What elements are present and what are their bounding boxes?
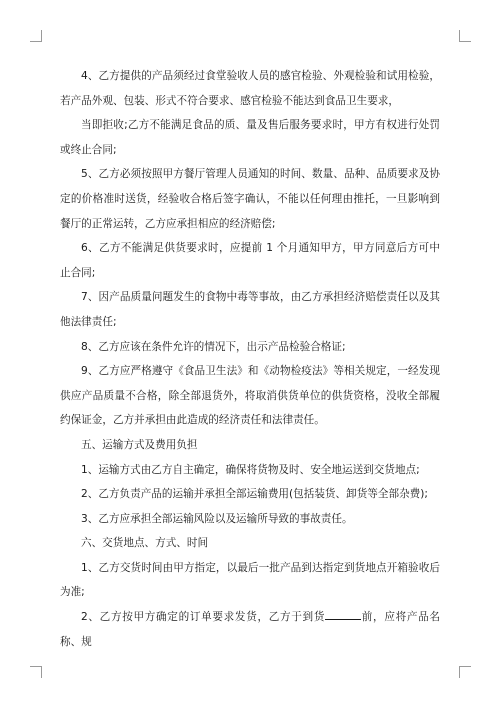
clause-4-continuation: 当即拒收;乙方不能满足食品的质、量及售后服务要求时，甲方有权进行处罚或终止合同; xyxy=(60,119,440,156)
clause-4-paragraph: 4、乙方提供的产品须经过食堂验收人员的感官检验、外观检验和试用检验，若产品外观、包装、形式不符合要求、感官检验不能达到食品卫生要求， xyxy=(60,70,440,107)
crop-mark-top-right xyxy=(459,30,471,42)
transport-clause-2: 2、乙方负责产品的运输并承担全部运输费用(包括装货、卸货等全部杂费); xyxy=(81,488,428,501)
delivery-clause-2 xyxy=(60,605,440,654)
section-5-heading: 五、运输方式及费用负担 xyxy=(81,438,198,451)
clause-5-paragraph: 5、乙方必须按照甲方餐厅管理人员通知的时间、数量、品种、品质要求及协定的价格准时送货，经验收合格后签字确认，不能以任何理由推托，一旦影响到餐厅的正常运转，乙方应承担相应的经济赔偿; xyxy=(60,168,440,230)
crop-mark-bottom-right xyxy=(459,666,471,678)
clause-8-paragraph: 8、乙方应该在条件允许的情况下，出示产品检验合格证; xyxy=(81,340,346,353)
transport-clause-3: 3、乙方应承担全部运输风险以及运输所导致的事故责任。 xyxy=(81,512,353,525)
delivery-clause-2-text-after: 前，应将产品名称、规 xyxy=(60,611,441,648)
delivery-clause-2-text-before: 2、乙方按甲方确定的订单要求发货，乙方于到货 xyxy=(81,611,326,624)
fill-in-blank xyxy=(325,608,361,620)
clause-9-paragraph: 9、乙方应严格遵守《食品卫生法》和《动物检疫法》等相关规定，一经发现供应产品质量不合格，除全部退货外，将取消供货单位的供货资格，没收全部履约保证金，乙方并承担由此造成的经济责任和法律责任。 xyxy=(60,365,440,427)
section-6-heading: 六、交货地点、方式、时间 xyxy=(81,537,209,550)
crop-mark-top-left xyxy=(30,30,42,42)
clause-6-paragraph: 6、乙方不能满足供货要求时，应提前 1 个月通知甲方，甲方同意后方可中止合同; xyxy=(60,242,440,279)
delivery-clause-1: 1、乙方交货时间由甲方指定，以最后一批产品到达指定到货地点开箱验收后为准; xyxy=(60,561,440,599)
clause-7-paragraph: 7、因产品质量问题发生的食物中毒等事故，由乙方承担经济赔偿责任以及其他法律责任; xyxy=(60,291,440,328)
transport-clause-1: 1、运输方式由乙方自主确定，确保将货物及时、安全地运送到交货地点; xyxy=(81,463,420,476)
document-body xyxy=(60,64,440,654)
crop-mark-bottom-left xyxy=(30,666,42,678)
